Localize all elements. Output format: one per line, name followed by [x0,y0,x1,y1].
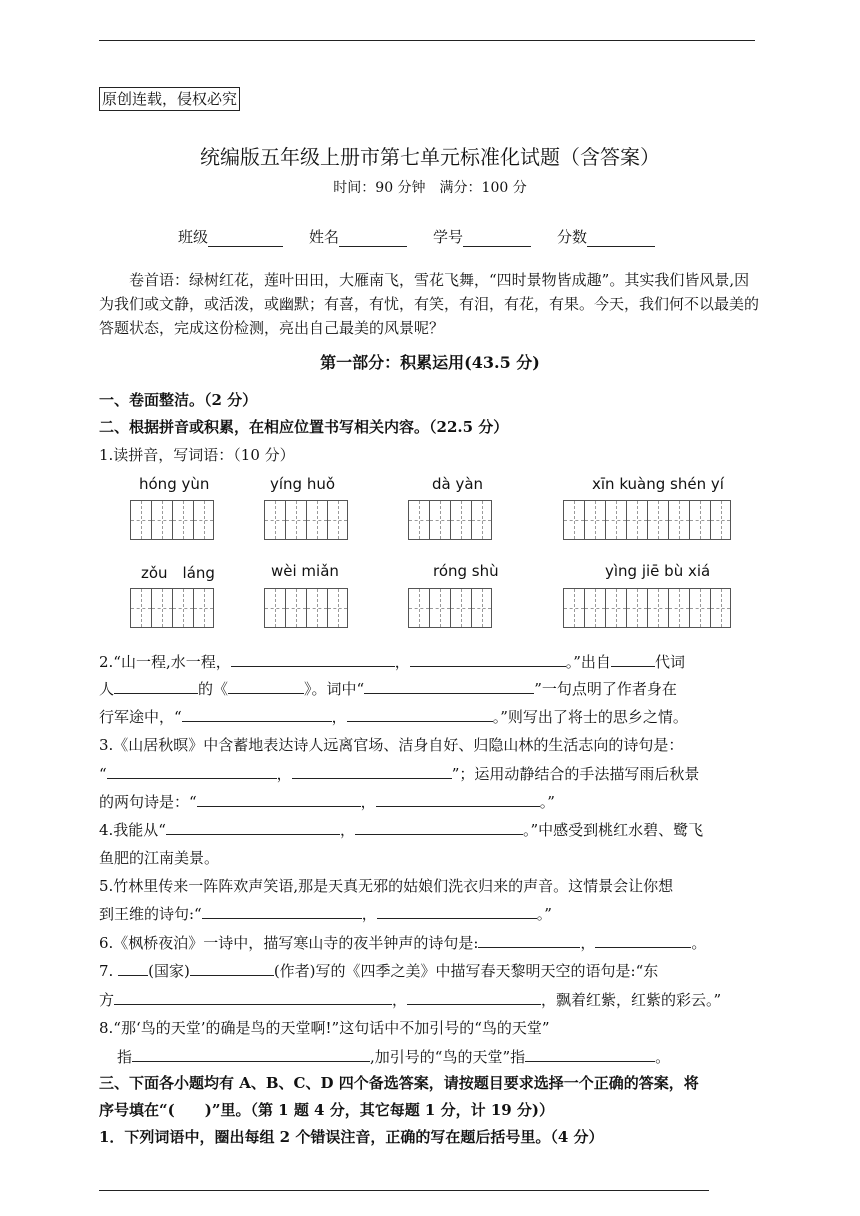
copyright-stamp: 原创连载，侵权必究 [99,87,240,111]
question-2-line-1: 2.“山一程,水一程， ， 。”出自 代词 [99,653,685,671]
writing-grid[interactable] [408,500,492,540]
question-9-prompt: 1．下列词语中，圈出每组 2 个错误注音，正确的写在题后括号里。（4 分） [99,1128,604,1146]
question-5-line-1: 5.竹林里传来一阵阵欢声笑语,那是天真无邪的姑娘们洗衣归来的声音。这情景会让你想 [99,877,674,895]
header-rule [99,40,755,41]
student-info-fields [178,226,681,247]
pinyin-label: yìng jiē bù xiá [605,562,711,580]
answer-blank[interactable] [292,763,452,779]
pinyin-label: xīn kuàng shén yí [592,475,724,493]
question-7-line-1: 7. (国家) (作者)写的《四季之美》中描写春天黎明天空的语句是:“东 [99,962,659,980]
answer-blank[interactable] [595,932,691,948]
question-6-line-1: 6.《枫桥夜泊》一诗中，描写寒山寺的夜半钟声的诗句是: ， 。 [99,934,707,952]
question-3-line-3: 的两句诗是：“ ， 。” [99,793,555,811]
question-1-prompt: 1.读拼音，写词语：（10 分） [99,446,295,464]
class-field[interactable]: 班级 [178,226,283,247]
answer-blank[interactable] [107,763,277,779]
answer-blank[interactable] [525,1046,655,1062]
answer-blank[interactable] [114,678,198,694]
pinyin-label: dà yàn [432,475,484,493]
answer-blank[interactable] [202,903,362,919]
answer-blank[interactable] [231,651,395,667]
answer-blank[interactable] [376,791,540,807]
section-three-heading: 三、下面各小题均有 A、B、C、D 四个备选答案，请按题目要求选择一个正确的答案，将 [99,1074,699,1092]
writing-grid[interactable] [130,500,214,540]
answer-blank[interactable] [347,706,493,722]
student-number-field[interactable]: 学号 [433,226,531,247]
answer-blank[interactable] [355,819,523,835]
writing-grid[interactable] [264,588,348,628]
pinyin-label: wèi miǎn [271,562,339,580]
question-7-line-2: 方 ， ，飘着红紫，红紫的彩云。” [99,991,722,1009]
answer-blank[interactable] [377,903,537,919]
question-4-line-1: 4.我能从“ ， 。”中感受到桃红水碧、鹭飞 [99,821,704,839]
section-two-heading: 二、根据拼音或积累，在相应位置书写相关内容。（22.5 分） [99,418,509,436]
pinyin-label: yíng huǒ [270,475,336,493]
pinyin-label: zǒu láng [141,564,215,582]
part-one-heading: 第一部分：积累运用(43.5 分) [320,353,540,372]
writing-grid[interactable] [264,500,348,540]
answer-blank[interactable] [410,651,566,667]
answer-blank[interactable] [166,819,340,835]
name-field[interactable]: 姓名 [309,226,407,247]
question-4-line-2: 鱼肥的江南美景。 [99,849,220,867]
answer-blank[interactable] [364,678,534,694]
answer-blank[interactable] [182,706,332,722]
question-5-line-2: 到王维的诗句:“ ， 。” [99,905,552,923]
footer-rule [99,1190,709,1191]
answer-blank[interactable] [118,960,148,976]
answer-blank[interactable] [611,651,655,667]
question-8-line-1: 8.“那‘鸟的天堂’的确是鸟的天堂啊!”这句话中不加引号的“鸟的天堂” [99,1019,550,1037]
answer-blank[interactable] [407,989,541,1005]
pinyin-label: róng shù [433,562,499,580]
answer-blank[interactable] [228,678,304,694]
question-3-line-2: “ ， ”；运用动静结合的手法描写雨后秋景 [99,765,700,783]
writing-grid[interactable] [408,588,492,628]
exam-time-score: 时间：90 分钟 满分：100 分 [333,180,527,196]
question-2-line-3: 行军途中，“ ， 。”则写出了将士的思乡之情。 [99,708,688,726]
answer-blank[interactable] [114,989,392,1005]
answer-blank[interactable] [478,932,580,948]
question-8-line-2: 指 ,加引号的“鸟的天堂”指 。 [117,1048,671,1066]
writing-grid[interactable] [563,588,731,628]
answer-blank[interactable] [190,960,274,976]
page-title: 统编版五年级上册市第七单元标准化试题（含答案） [200,145,660,169]
question-2-line-2: 人 的《 》。词中“ ”一句点明了作者身在 [99,680,677,698]
pinyin-label: hóng yùn [139,475,210,493]
answer-blank[interactable] [132,1046,370,1062]
section-one-heading: 一、卷面整洁。（2 分） [99,391,258,409]
answer-blank[interactable] [197,791,361,807]
writing-grid[interactable] [130,588,214,628]
score-field[interactable]: 分数 [557,226,655,247]
section-three-heading-cont: 序号填在“( )”里。（第 1 题 4 分，其它每题 1 分，计 19 分)） [99,1101,555,1119]
question-3-line-1: 3.《山居秋暝》中含蓄地表达诗人远离官场、洁身自好、归隐山林的生活志向的诗句是： [99,736,684,754]
writing-grid[interactable] [563,500,731,540]
intro-paragraph: 卷首语：绿树红花，莲叶田田，大雁南飞，雪花飞舞，“四时景物皆成趣”。其实我们皆风景,因为我们或文静，或活泼，或幽默；有喜，有忧，有笑，有泪，有花，有果。今天，我们何不以最美的答题状态，完成这份检测，亮出自己最美的风景呢？ [99,271,760,337]
